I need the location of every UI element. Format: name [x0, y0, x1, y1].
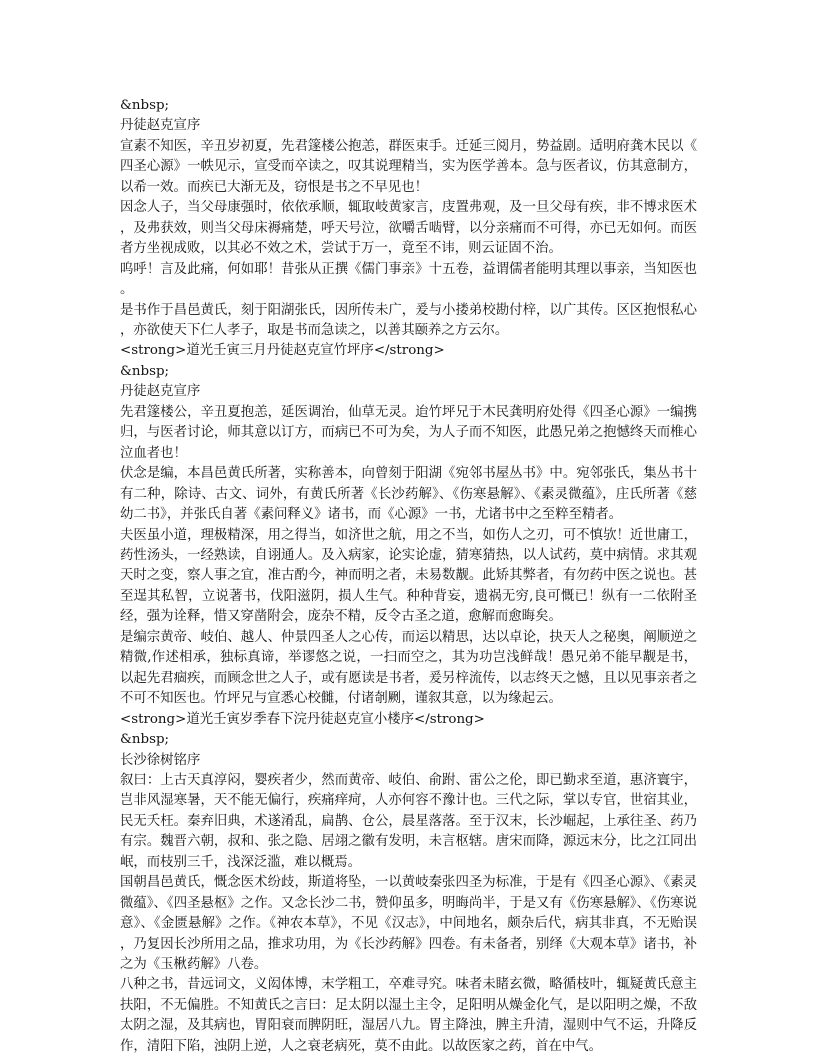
signature-line: <strong>道光壬寅三月丹徒赵克宣竹坪序</strong>: [120, 343, 445, 359]
section-heading: 丹徒赵克宣序: [120, 118, 201, 134]
signature-line: <strong>道光壬寅岁季春下浣丹徒赵克宣小楼序</strong>: [120, 711, 485, 727]
body-paragraph: 叙曰：上古天真淳闷，婴疾者少，然而黄帝、岐伯、俞跗、雷公之伦，即已勤求至道，惠济寰宇，岂非风湿寒暑，天不能无偏行，疾痛痒疴，人亦何容不豫计也。三代之际，掌以专官，世宿其业，民无夭枉。秦弃旧典，术遂淆乱，扁鹊、仓公，晨星落落。至于汉末，长沙崛起，上承往圣、药乃有宗。魏晋六朝，叔和、张之隐、居翊之徽有发明，未言枢辖。唐宋而降，源远末分，比之江同出岷，而枝别三千，浅深泛滥，难以概焉。: [120, 772, 697, 870]
body-paragraph: 因念人子，当父母康强时，依依承顺，辄取岐黄家言，庋置弗观，及一旦父母有疾，非不博求医术，及弗获效，则当父母床褥痛楚，呼天号泣，欲嚼舌啮臂，以分亲痛而不可得，亦已无如何。而医者方坐视成败，以其必不效之术，尝试于万一，竟至不讳，则云证固不治。: [120, 200, 697, 257]
body-paragraph: 是编宗黄帝、岐伯、越人、仲景四圣人之心传，而运以精思，达以卓论，抉天人之秘奥，阐顺逆之精微,作述相承，独标真谛，举谬悠之说，一扫而空之，其为功岂浅鲜哉！愚兄弟不能早觏是书，以起先君痼疾，而顾念世之人子，或有愿读是书者，爰另梓流传，以志终天之憾，且以见事亲者之不可不知医也。竹坪兄与宣悉心校雠，付诸剞劂，谨叙其意，以为缘起云。: [120, 629, 697, 707]
section-heading: 长沙徐树铭序: [120, 752, 201, 768]
body-paragraph: 是书作于昌邑黄氏，刻于阳湖张氏，因所传未广，爰与小搂弟校勘付梓，以广其传。区区抱恨私心，亦欲使天下仁人孝子，取是书而急读之，以善其颐养之方云尔。: [120, 302, 697, 338]
spacer-text: &nbsp;: [120, 98, 170, 113]
body-paragraph: 国朝昌邑黄氏，慨念医术纷歧，斯道将坠，一以黄岐秦张四圣为标准，于是有《四圣心源》、《素灵微蕴》、《四圣悬枢》之作。又念长沙二书，赞仰虽多，明晦尚半，于是又有《伤寒悬解》、《伤寒说意》、《金匮悬解》之作。《神农本草》，不见《汉志》，中间地名，颇杂后代，病其非真，不无贻误，乃复因长沙所用之品，推求功用，为《长沙药解》四卷。有未备者，别绎《大观本草》诸书，补之为《玉楸药解》八卷。: [120, 875, 697, 973]
spacer-text: &nbsp;: [120, 732, 170, 748]
body-paragraph: 夫医虽小道，理极精深，用之得当，如济世之航，用之不当，如伤人之刃，可不慎欤！近世庸工，药性汤头，一经熟读，自诩通人。及入病家，论实论虚，猜寒猜热，以人试药，莫中病情。求其观天时之变，察人事之宜，准古酌今，神而明之者，未易数觏。此矫其弊者，有勿药中医之说也。甚至逞其私智，立说著书，伐阳滋阴，损人生气。种种背妄，遗祸无穷,良可慨已！纵有一二依附圣经，强为诠释，惜又穿凿附会，庞杂不精，反令古圣之道，愈解而愈晦矣。: [120, 527, 697, 625]
body-paragraph: 先君篴楼公，辛丑夏抱恙，延医调治，仙草无灵。迨竹坪兄于木民龚明府处得《四圣心源》一编携归，与医者讨论，师其意以订方，而病已不可为矣，为人子而不知医，此愚兄弟之抱憾终天而椎心泣血者也！: [120, 404, 697, 461]
section-heading: 丹徒赵克宣序: [120, 384, 201, 400]
spacer-text: &nbsp;: [120, 363, 170, 379]
body-paragraph: 伏念是编，本昌邑黄氏所著，实称善本，向曾刻于阳湖《宛邻书屋丛书》中。宛邻张氏，集丛书十有二种，除诗、古文、词外，有黄氏所著《长沙药解》、《伤寒悬解》、《素灵微蕴》，庄氏所著《慈幼二书》，并张氏自著《素问释义》诸书，而《心源》一书，尤诸书中之至粹至精者。: [120, 466, 697, 523]
body-paragraph: 宣素不知医，辛丑岁初夏，先君篴楼公抱恙，群医束手。迁延三阅月，势益剧。适明府龚木民以《四圣心源》一帙见示，宣受而卒读之，叹其说理精当，实为医学善本。急与医者议，仿其意制方，以希一效。而疾已大渐无及，窃恨是书之不早见也！: [120, 138, 697, 195]
document-page: [120, 96, 697, 1057]
body-paragraph: 八种之书，昔远词文，义闳体博，末学粗工，卒难寻究。味者未睹玄微，略循枝叶，辄疑黄氏意主扶阳，不无偏胜。不知黄氏之言曰：足太阴以湿土主令，足阳明从燥金化气，是以阳明之燥，不敌太阴之湿，及其病也，胃阳衰而脾阴旺，湿居八九。胃主降浊，脾主升清，湿则中气不运，升降反作，清阳下陷，浊阴上逆，人之衰老病死，莫不由此。以故医家之药，首在中气。: [120, 977, 697, 1054]
body-paragraph: 呜呼！言及此痛，何如耶！昔张从正撰《儒门事亲》十五卷，益谓儒者能明其理以事亲，当知医也。: [120, 261, 697, 298]
